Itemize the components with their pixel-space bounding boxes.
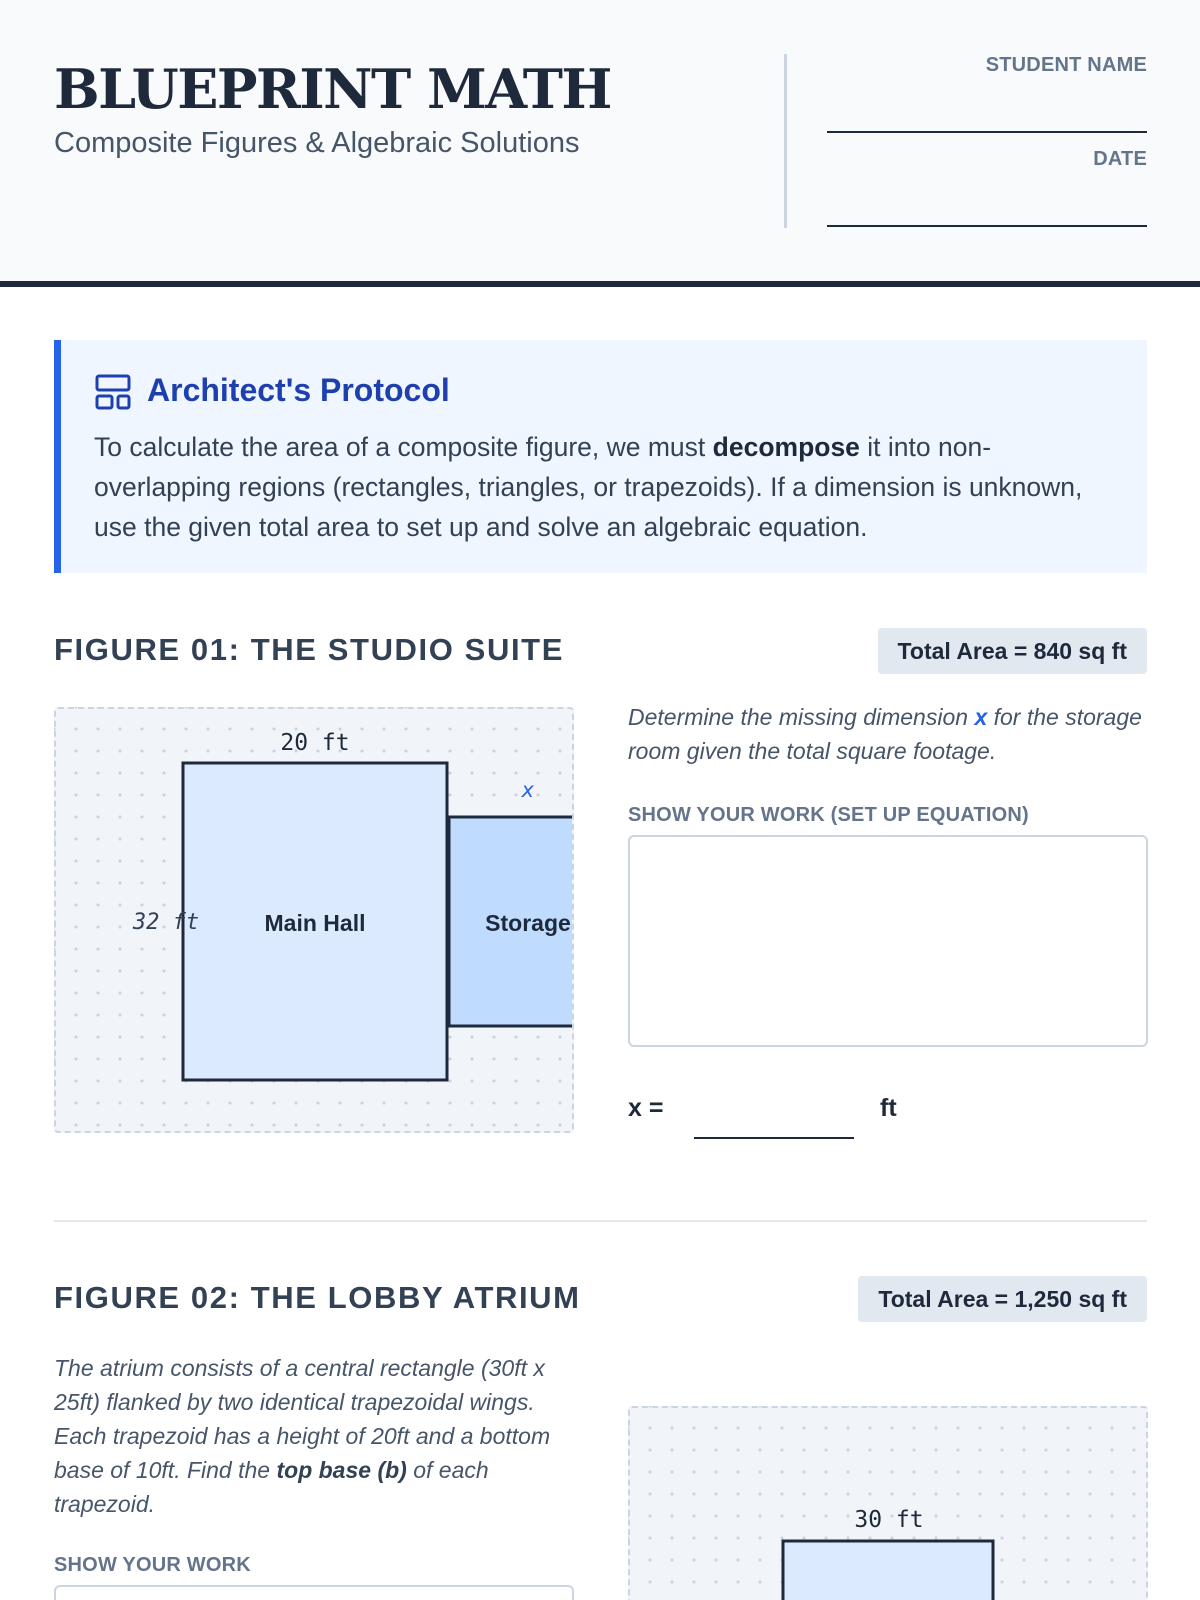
figure2-prompt-start: The atrium consists of a central rectangle (30ft x 25ft) flanked by two identical trapezoidal wings. Each trapezoid has a height of 20ft and a bottom base of 10ft. Find the	[54, 1355, 551, 1483]
figure2-svg	[630, 1408, 1148, 1600]
figure1-answer-unit: ft	[880, 1094, 897, 1122]
figure2-total-area-badge: Total Area = 1,250 sq ft	[858, 1276, 1147, 1322]
figure1-svg	[56, 709, 574, 1133]
figure2-diagram	[628, 1406, 1148, 1600]
protocol-callout	[54, 340, 1147, 573]
figure2-prompt-end: of each trapezoid.	[54, 1457, 489, 1517]
x-dimension-label: x	[521, 778, 535, 802]
figure2-prompt	[54, 1351, 589, 1521]
worksheet-header	[0, 0, 1200, 287]
figure1-prompt-var: x	[974, 704, 988, 730]
figure1-prompt-end: for the storage room given the total square footage.	[628, 704, 1142, 764]
figure1-work-area[interactable]	[628, 835, 1148, 1047]
student-name-label: STUDENT NAME	[985, 54, 1147, 76]
protocol-body-start: To calculate the area of a composite figure, we must	[94, 432, 713, 462]
header-divider	[784, 54, 787, 228]
date-field[interactable]	[827, 225, 1147, 227]
figure1-diagram	[54, 707, 574, 1133]
figure1-answer-field[interactable]	[694, 1137, 854, 1139]
worksheet-subtitle: Composite Figures & Algebraic Solutions	[54, 127, 580, 159]
section-divider	[54, 1220, 1147, 1222]
student-name-field[interactable]	[827, 131, 1147, 133]
main-hall-label: Main Hall	[264, 910, 366, 936]
figure2-heading: FIGURE 02: THE LOBBY ATRIUM	[54, 1280, 581, 1315]
top-dimension-label: 20 ft	[280, 730, 350, 756]
storage-label: Storage	[485, 910, 571, 936]
atrium-rect	[783, 1541, 993, 1600]
figure1-work-label: SHOW YOUR WORK (SET UP EQUATION)	[628, 804, 1029, 826]
figure1-prompt-start: Determine the missing dimension	[628, 704, 975, 730]
figure1-answer-prefix: x =	[628, 1094, 664, 1122]
figure2-work-label: SHOW YOUR WORK	[54, 1554, 251, 1576]
figure2-work-area[interactable]	[54, 1585, 574, 1600]
date-label: DATE	[1093, 148, 1147, 170]
worksheet-title: BLUEPRINT MATH	[54, 57, 611, 121]
protocol-body-end: it into non-overlapping regions (rectangles, triangles, or trapezoids). If a dimension is unknown, use the given total area to set up and solve an algebraic equation.	[94, 432, 1083, 542]
side-dimension-label: 32 ft	[132, 910, 200, 935]
layout-icon	[95, 374, 131, 410]
figure1-total-area-badge: Total Area = 840 sq ft	[878, 628, 1147, 674]
protocol-title: Architect's Protocol	[147, 372, 450, 408]
protocol-body	[94, 427, 1124, 547]
atrium-top-dimension-label: 30 ft	[854, 1507, 924, 1533]
figure2-prompt-bold: top base (b)	[276, 1457, 407, 1483]
figure1-prompt	[628, 700, 1148, 768]
protocol-body-bold: decompose	[712, 432, 860, 462]
figure1-heading: FIGURE 01: THE STUDIO SUITE	[54, 632, 564, 667]
